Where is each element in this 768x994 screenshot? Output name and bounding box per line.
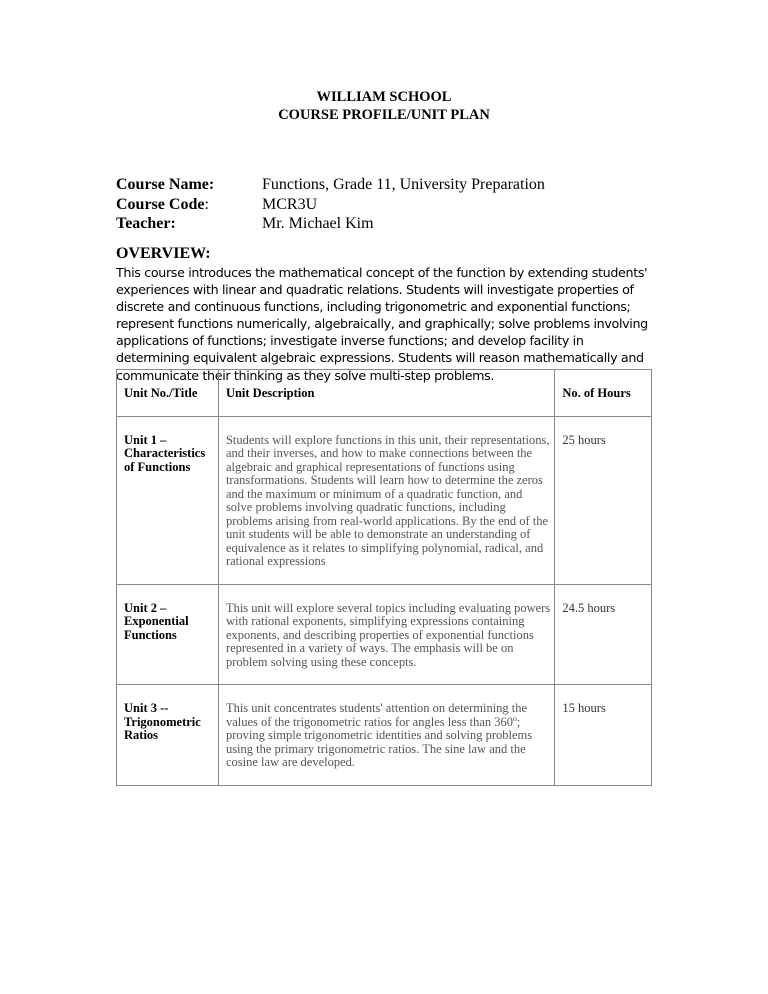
document-header bbox=[0, 88, 768, 124]
course-code-value: MCR3U bbox=[262, 195, 318, 213]
unit-title: Unit 2 – Exponential Functions bbox=[124, 600, 189, 642]
unit-hours: 24.5 hours bbox=[562, 600, 616, 615]
school-name: WILLIAM SCHOOL bbox=[316, 89, 452, 105]
unit-title: Unit 3 -- Trigonometric Ratios bbox=[124, 701, 201, 742]
course-code-label-text: Course Code bbox=[116, 195, 205, 213]
header-hours: No. of Hours bbox=[562, 386, 631, 400]
table-row bbox=[117, 584, 652, 685]
course-name-value: Functions, Grade 11, University Preparation bbox=[262, 176, 545, 193]
document-subtitle: COURSE PROFILE/UNIT PLAN bbox=[278, 107, 490, 123]
header-unit-title: Unit No./Title bbox=[124, 386, 198, 400]
overview-text: This course introduces the mathematical concept of the function by extending students' experiences with linear and quadratic relations. Students will investigate properties of discrete and continuous functions, including trigonometric and exponential functions; represent functions numerically, algebraically, and graphically; solve problems involving applications of functions; investigate inverse functions; and develop facility in determining equivalent algebraic expressions. Students will reason mathematically and communicate their thinking as they solve multi-step problems. bbox=[116, 265, 648, 383]
unit-plan-table bbox=[116, 369, 652, 786]
unit-description: Students will explore functions in this unit, their representations, and their inverses, and how to make connections between the algebraic and graphical representations of functions using transformations. Students will learn how to determine the zeros and the maximum or minimum of a quadratic function, and solve problems involving quadratic functions, including problems arising from real-world applications. By the end of the unit students will be able to demonstrate an understanding of equivalence as it relates to simplifying polynomial, radical, and rational expressions bbox=[225, 432, 550, 568]
table-row bbox=[117, 416, 652, 584]
unit-hours: 25 hours bbox=[562, 432, 606, 447]
unit-description: This unit will explore several topics including evaluating powers with rational exponents, simplifying expressions containing exponents, and describing properties of exponential functions represented in a variety of ways. The emphasis will be on problem solving using these concepts. bbox=[225, 600, 551, 669]
table-row bbox=[117, 685, 652, 786]
unit-description: This unit concentrates students' attention on determining the values of the trigonometric ratios for angles less than 360º; proving simple trigonometric identities and solving problems using the primary trigonometric ratios. The sine law and the cosine law are developed. bbox=[225, 701, 533, 769]
course-code-row bbox=[116, 195, 545, 215]
course-code-label bbox=[116, 195, 262, 215]
header-unit-description: Unit Description bbox=[225, 386, 315, 400]
course-code-colon: : bbox=[204, 195, 209, 213]
teacher-label: Teacher: bbox=[116, 215, 176, 232]
table-header-row bbox=[117, 370, 652, 417]
unit-title: Unit 1 – Characteristics of Functions bbox=[124, 432, 206, 474]
unit-hours: 15 hours bbox=[562, 701, 606, 715]
teacher-row bbox=[116, 214, 545, 234]
course-name-row bbox=[116, 175, 545, 195]
overview-heading: OVERVIEW: bbox=[116, 245, 211, 262]
course-info bbox=[116, 175, 545, 234]
teacher-value: Mr. Michael Kim bbox=[262, 215, 374, 232]
course-name-label: Course Name: bbox=[116, 176, 215, 193]
